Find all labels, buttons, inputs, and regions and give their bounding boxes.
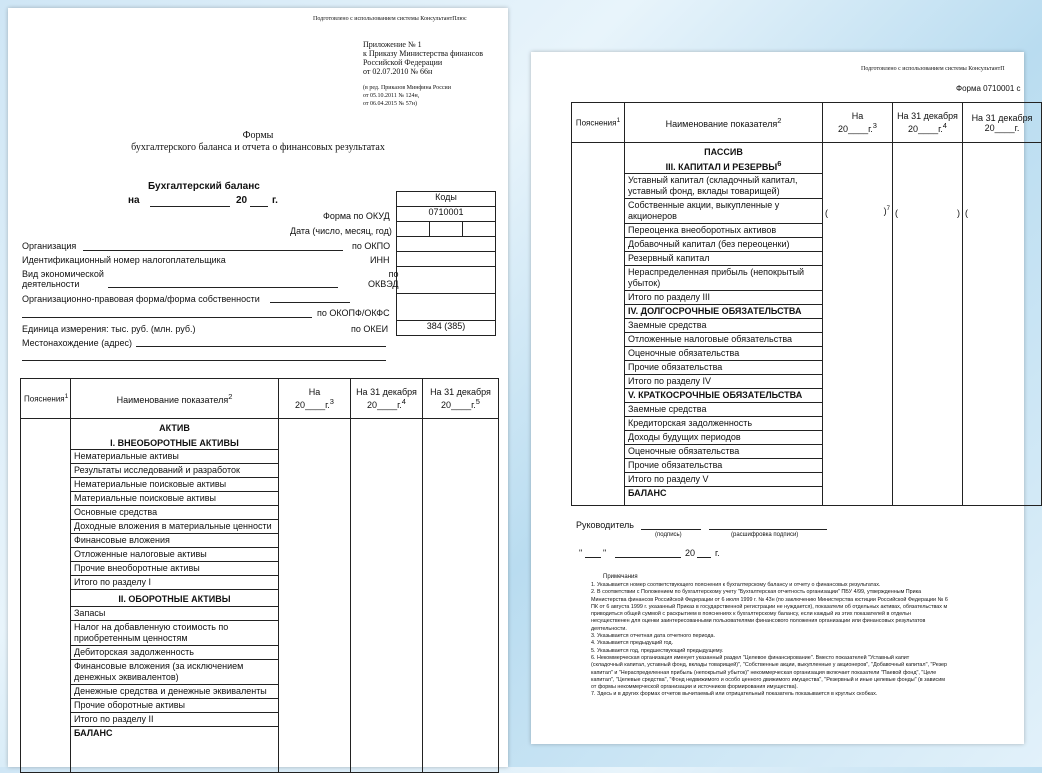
okei-label: по ОКЕИ xyxy=(351,324,389,334)
paren-close-1 xyxy=(884,206,890,216)
table-row: Нематериальные поисковые активы xyxy=(71,477,278,491)
activity-label-line: деятельности xyxy=(22,279,80,289)
revision-block xyxy=(363,84,451,108)
table-row: Доходные вложения в материальные ценности xyxy=(71,519,278,533)
date-quote-close: " xyxy=(603,548,607,558)
date-g: г. xyxy=(715,548,720,558)
col3-line1: На 31 декабря xyxy=(971,112,1033,123)
date-month-line[interactable] xyxy=(615,557,681,558)
name-header xyxy=(71,379,279,419)
col2-g: г. xyxy=(397,400,402,410)
forms-title-line: Формы xyxy=(242,130,274,141)
col2-g: г. xyxy=(938,124,943,134)
form-code: Форма 0710001 с xyxy=(956,84,1021,93)
col3-year: 20 xyxy=(441,400,452,410)
section1-title: I. ВНЕОБОРОТНЫЕ АКТИВЫ xyxy=(110,438,239,448)
table-row: Нематериальные активы xyxy=(71,449,278,463)
assets-table xyxy=(20,378,499,773)
paren-open-1: ( xyxy=(825,208,828,218)
indicator-column xyxy=(71,419,279,773)
notes-sup: 1 xyxy=(64,393,69,401)
table-row: Запасы xyxy=(71,606,278,620)
note-line: несущественен для оценки заинтересованными пользователями финансового положения организации или финансовых результатов xyxy=(591,618,926,625)
forms-title-line: бухгалтерского баланса и отчета о финансовых результатах xyxy=(131,142,385,153)
watermark: Подготовлено с использованием системы КонсультантПлюс xyxy=(313,16,467,22)
okpo-cell[interactable] xyxy=(397,237,496,252)
decode-line[interactable] xyxy=(709,529,827,530)
paren-sup: 7 xyxy=(886,206,890,212)
section3-title xyxy=(625,158,822,173)
date-year-line[interactable] xyxy=(697,557,711,558)
signature-line[interactable] xyxy=(641,529,701,530)
col2-sup: 4 xyxy=(942,121,947,130)
assets-body-row xyxy=(21,419,499,773)
address-line[interactable] xyxy=(136,346,386,347)
table-row: Прочие оборотные активы xyxy=(71,698,278,712)
balance-row: БАЛАНС xyxy=(625,486,822,500)
table-row: Переоценка внеоборотных активов xyxy=(625,223,822,237)
table-row: Отложенные налоговые обязательства xyxy=(625,332,822,346)
table-row: Оценочные обязательства xyxy=(625,444,822,458)
balance-title: Бухгалтерский баланс xyxy=(148,181,260,192)
date-cell[interactable] xyxy=(397,222,430,237)
section4-title: IV. ДОЛГОСРОЧНЫЕ ОБЯЗАТЕЛЬСТВА xyxy=(625,304,822,318)
notes-list xyxy=(591,582,948,699)
section4-rows xyxy=(625,318,822,388)
table-row: Прочие внеоборотные активы xyxy=(71,561,278,575)
note-line: капитал", "Целевые средства", "Фонд недвижимого и особо ценного движимого имущества", "Резервный и иные целевые фонды" (в зависим xyxy=(591,676,945,683)
note-line: капитал" и "Нераспределенная прибыль (непокрытый убыток)" некоммерческая организация включает показатели "Паевой фонд", "Целе xyxy=(591,669,937,676)
value-column-1[interactable] xyxy=(823,143,893,506)
okud-value: 0710001 xyxy=(397,207,496,222)
section5-title: V. КРАТКОСРОЧНЫЕ ОБЯЗАТЕЛЬСТВА xyxy=(625,388,822,402)
notes-sup: 1 xyxy=(616,117,621,125)
section2-rows xyxy=(71,606,278,726)
paren-open-3: ( xyxy=(965,208,968,218)
table-row: Финансовые вложения (за исключением денежных эквивалентов) xyxy=(71,659,278,684)
table-row: Заемные средства xyxy=(625,402,822,416)
notes-header xyxy=(21,379,71,419)
units-label: Единица измерения: тыс. руб. (млн. руб.) xyxy=(22,324,196,334)
year-line[interactable] xyxy=(250,206,268,207)
legal-form-line[interactable] xyxy=(270,302,350,303)
table-row: Итого по разделу III xyxy=(625,290,822,304)
inn-row-label: Идентификационный номер налогоплательщика xyxy=(22,255,226,265)
col1-sup: 3 xyxy=(329,397,334,406)
notes-header-text: Пояснения xyxy=(24,394,65,404)
name-sup: 2 xyxy=(777,116,782,125)
balance-row: БАЛАНС xyxy=(71,726,278,740)
col1-year: 20 xyxy=(295,400,306,410)
notes-header-text: Пояснения xyxy=(575,118,617,128)
liability-title: ПАССИВ xyxy=(704,147,743,157)
table-row: Результаты исследований и разработок xyxy=(71,463,278,477)
section3-title-text: III. КАПИТАЛ И РЕЗЕРВЫ xyxy=(665,162,778,172)
table-row: Денежные средства и денежные эквиваленты xyxy=(71,684,278,698)
notes-title: Примечания xyxy=(603,574,638,580)
col1-line1: На xyxy=(851,111,864,121)
codes-table xyxy=(396,191,496,336)
table-row: Добавочный капитал (без переоценки) xyxy=(625,237,822,251)
liabilities-header-row xyxy=(572,103,1042,143)
appendix-line: от 02.07.2010 № 66н xyxy=(363,67,433,76)
col3-g: г. xyxy=(471,400,476,410)
col2-year: 20 xyxy=(908,124,919,134)
date-cell[interactable] xyxy=(463,222,496,237)
inn-label: ИНН xyxy=(370,255,390,265)
col1-header: На 20____г.$^3$ xyxy=(823,103,893,143)
name-header xyxy=(625,103,823,143)
paren-open-2: ( xyxy=(895,208,898,218)
table-row: Собственные акции, выкупленные у акционеров xyxy=(625,198,822,223)
note-line: Министерства финансов Российской Федерации от 6 июля 1999 г. № 43н (по заключению Министерства юстиции Российской Федерации № 6 xyxy=(591,596,948,603)
col2-header: На 31 декабря 20____г.$^4$ xyxy=(351,379,423,419)
value-column-3[interactable] xyxy=(423,419,499,773)
okved-label-line: ОКВЭД xyxy=(368,279,399,289)
activity-line[interactable] xyxy=(108,287,338,288)
note-line: 6. Некоммерческая организация именует указанный раздел "Целевое финансирование". Вместо показателей "Уставный капит xyxy=(591,654,910,661)
revision-line: от 05.10.2011 № 124н, xyxy=(363,93,420,99)
head-label: Руководитель xyxy=(576,520,634,530)
date-year: 20 xyxy=(685,548,696,558)
table-row: Прочие обязательства xyxy=(625,360,822,374)
value-column-2[interactable] xyxy=(893,143,963,506)
indicator-column xyxy=(625,143,823,506)
note-line: деятельности. xyxy=(591,625,627,632)
balance-sheet-page-1 xyxy=(8,8,508,767)
value-column-2[interactable] xyxy=(351,419,423,773)
appendix-block xyxy=(363,40,483,76)
okved-label-line: по xyxy=(388,269,399,279)
col1-g: г. xyxy=(325,400,330,410)
revision-line: (в ред. Приказов Минфина России xyxy=(363,85,451,91)
table-row: Нераспределенная прибыль (непокрытый убыток) xyxy=(625,265,822,290)
table-row: Налог на добавленную стоимость по приобретенным ценностям xyxy=(71,620,278,645)
section1-rows xyxy=(71,449,278,589)
date-quote-open: " xyxy=(579,548,583,558)
section3-rows xyxy=(625,173,822,304)
date-label: Дата (число, месяц, год) xyxy=(290,226,392,236)
table-row: Итого по разделу IV xyxy=(625,374,822,388)
note-line: 3. Указывается отчетная дата отчетного периода. xyxy=(591,633,716,640)
okved-cell[interactable] xyxy=(397,267,496,294)
note-line: 7. Здесь и в других формах отчетов вычитаемый или отрицательный показатель показывается в круглых скобках. xyxy=(591,691,878,698)
date-cell[interactable] xyxy=(430,222,463,237)
table-row: Кредиторская задолженность xyxy=(625,416,822,430)
col3-sup: 5 xyxy=(475,397,480,406)
section5-rows xyxy=(625,402,822,486)
balance-sheet-page-2 xyxy=(531,52,1033,744)
okpo-label: по ОКПО xyxy=(352,241,391,251)
col1-year: 20 xyxy=(838,124,849,134)
table-row: Дебиторская задолженность xyxy=(71,645,278,659)
col2-header: На 31 декабря 20____г.$^4$ xyxy=(893,103,963,143)
table-row: Прочие обязательства xyxy=(625,458,822,472)
col1-line1: На xyxy=(308,387,321,397)
col1-header: На 20____г.$^3$ xyxy=(279,379,351,419)
liabilities-body-row xyxy=(572,143,1042,506)
year-prefix: 20 xyxy=(236,195,248,206)
decode-caption: (расшифровка подписи) xyxy=(731,532,799,538)
table-row: Доходы будущих периодов xyxy=(625,430,822,444)
okud-label: Форма по ОКУД xyxy=(323,211,390,221)
note-line: (складочный капитал, уставный фонд, вклады товарищей)", "Собственные акции, выкупленные у акционеров", "Добавочный капитал", "Резер xyxy=(591,662,948,669)
appendix-line: Приложение № 1 xyxy=(363,40,422,49)
table-row: Материальные поисковые активы xyxy=(71,491,278,505)
org-label: Организация xyxy=(22,241,77,251)
table-row: Отложенные налоговые активы xyxy=(71,547,278,561)
signature-caption: (подпись) xyxy=(655,532,682,538)
value-column-3[interactable] xyxy=(963,143,1042,506)
assets-header-row xyxy=(21,379,499,419)
note-line: 5. Указывается год, предшествующий предыдущему. xyxy=(591,647,724,654)
col2-sup: 4 xyxy=(401,397,406,406)
on-date-prefix: на xyxy=(128,195,140,206)
table-row: Итого по разделу II xyxy=(71,712,278,726)
value-column-1[interactable] xyxy=(279,419,351,773)
date-day-line[interactable] xyxy=(585,557,601,558)
activity-label xyxy=(22,269,104,289)
col1-sup: 3 xyxy=(872,121,877,130)
col1-g: г. xyxy=(868,124,873,134)
paren-close-text: ) xyxy=(883,206,887,216)
section3-sup: 6 xyxy=(777,159,782,168)
okopf-label: по ОКОПФ/ОКФС xyxy=(317,308,390,318)
note-line: 4. Указывается предыдущий год. xyxy=(591,640,674,647)
table-row: Итого по разделу V xyxy=(625,472,822,486)
col3-line1: На 31 декабря xyxy=(430,387,491,397)
table-row: Заемные средства xyxy=(625,318,822,332)
col3-g: г. xyxy=(1014,122,1020,133)
notes-column[interactable] xyxy=(21,419,71,773)
section2-title: II. ОБОРОТНЫЕ АКТИВЫ xyxy=(71,589,278,606)
okei-value: 384 (385) xyxy=(397,321,496,336)
table-row: Итого по разделу I xyxy=(71,575,278,589)
org-line[interactable] xyxy=(83,250,343,251)
asset-title: АКТИВ xyxy=(159,423,190,433)
legal-form-label: Организационно-правовая форма/форма собственности xyxy=(22,294,260,304)
liabilities-table xyxy=(571,102,1042,506)
note-line: ПК от 6 августа 1999 г. указанный Приказ в государственной регистрации не нуждается), показатели об отдельных активах, обязательствах м xyxy=(591,603,948,610)
name-header-text: Наименование показателя xyxy=(116,395,229,405)
name-header-text: Наименование показателя xyxy=(665,119,778,129)
address-label: Местонахождение (адрес) xyxy=(22,338,132,348)
note-line: приводиться общей суммой с раскрытием в пояснениях к бухгалтерскому балансу, если каждый из этих показателей в отдельн xyxy=(591,611,911,618)
note-line: от формы некоммерческой организации и источников формирования имущества). xyxy=(591,684,798,691)
activity-label-line: Вид экономической xyxy=(22,269,104,279)
col3-header: На 31 декабря 20____г. xyxy=(963,103,1042,143)
table-row: Финансовые вложения xyxy=(71,533,278,547)
note-line: 2. В соответствии с Положением по бухгалтерскому учету "Бухгалтерская отчетность организации" ПБУ 4/99, утвержденным Прика xyxy=(591,589,922,596)
col2-line1: На 31 декабря xyxy=(897,111,958,121)
table-row: Основные средства xyxy=(71,505,278,519)
watermark: Подготовлено с использованием системы КонсультантП xyxy=(861,66,1005,72)
okved-label xyxy=(368,269,399,289)
legal-form-line-2[interactable] xyxy=(22,317,312,318)
col3-year: 20 xyxy=(984,122,995,133)
codes-header: Коды xyxy=(397,192,496,207)
paren-close-2: ) xyxy=(957,208,960,218)
address-line-2[interactable] xyxy=(22,360,386,361)
col2-line1: На 31 декабря xyxy=(356,387,417,397)
okopf-cell[interactable] xyxy=(397,294,496,321)
year-suffix: г. xyxy=(272,195,278,206)
date-line[interactable] xyxy=(150,206,230,207)
revision-line: от 06.04.2015 № 57н) xyxy=(363,101,417,107)
notes-column[interactable] xyxy=(572,143,625,506)
table-row: Резервный капитал xyxy=(625,251,822,265)
appendix-line: Российской Федерации xyxy=(363,58,443,67)
note-line: 1. Указывается номер соответствующего пояснения к бухгалтерскому балансу и отчету о финансовых результатах. xyxy=(591,582,881,588)
table-row: Оценочные обязательства xyxy=(625,346,822,360)
notes-header xyxy=(572,103,625,143)
col3-header: На 31 декабря 20____г.$^5$ xyxy=(423,379,499,419)
table-row: Уставный капитал (складочный капитал, уставный фонд, вклады товарищей) xyxy=(625,173,822,198)
appendix-line: к Приказу Министерства финансов xyxy=(363,49,483,58)
inn-cell[interactable] xyxy=(397,252,496,267)
col2-year: 20 xyxy=(367,400,378,410)
forms-title xyxy=(8,130,508,154)
name-sup: 2 xyxy=(228,392,233,401)
